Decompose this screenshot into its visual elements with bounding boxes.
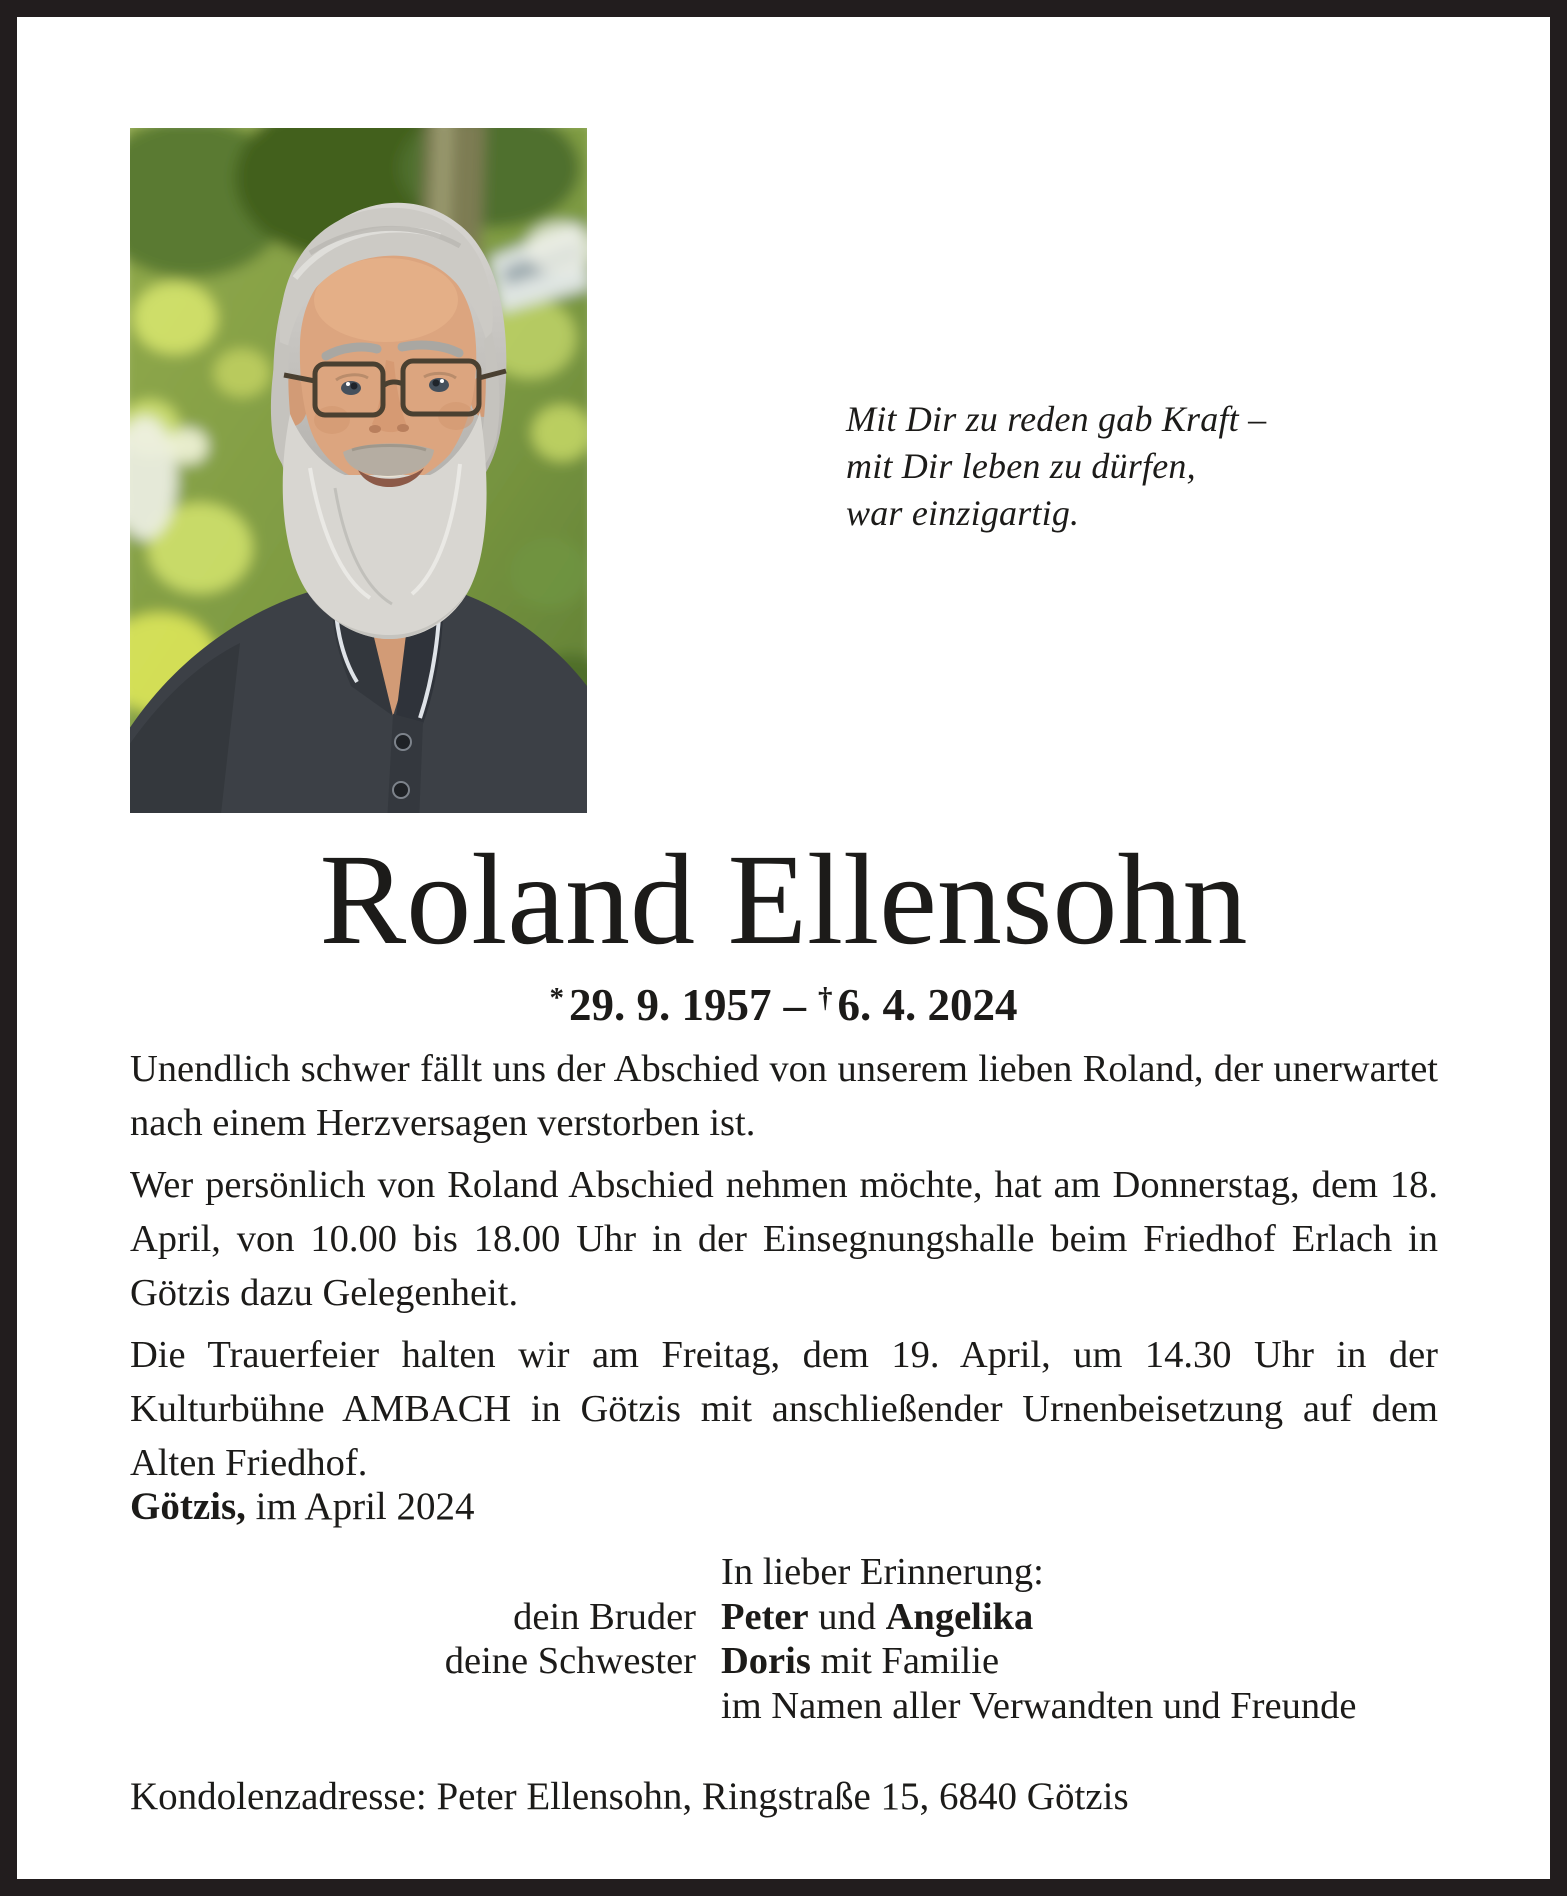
dates-separator: – [783, 980, 806, 1030]
portrait-illustration [130, 128, 587, 813]
memorial-spacer [130, 1684, 696, 1729]
dateline-place: Götzis, [130, 1485, 246, 1528]
death-cross-symbol: † [818, 982, 833, 1014]
paragraph-funeral: Die Trauerfeier halten wir am Freitag, dem 19. April, um 14.30 Uhr in der Kulturbühne AMBACH in Götzis mit anschließender Urnenbeisetzung auf dem Alten Friedhof. [130, 1334, 1438, 1484]
memorial-intro: In lieber Erinnerung: [721, 1551, 1044, 1593]
place-dateline [130, 1484, 475, 1531]
mourner-relation: dein Bruder [513, 1595, 696, 1638]
mourner-names [721, 1595, 1356, 1640]
mourner-middle: mit Familie [820, 1640, 1000, 1682]
mourner-names [721, 1639, 1356, 1684]
mourner-name: Peter [721, 1595, 809, 1638]
quote-line: war einzigartig. [846, 493, 1080, 533]
memorial-closing: im Namen aller Verwandten und Freunde [721, 1684, 1357, 1727]
mourner-middle: und [818, 1595, 876, 1638]
paragraph-viewing: Wer persönlich von Roland Abschied nehmen möchte, hat am Donnerstag, dem 18. April, von 10.00 bis 18.00 Uhr in der Einsegnungshalle beim Friedhof Erlach in Götzis dazu Gelegenheit. [130, 1164, 1438, 1314]
paragraph-farewell: Unendlich schwer fällt uns der Abschied von unserem lieben Roland, der unerwartet nach einem Herzversagen verstorben ist. [130, 1048, 1438, 1144]
birth-star-symbol: * [549, 982, 564, 1014]
condolence-address: Kondolenzadresse: Peter Ellensohn, Ringstraße 15, 6840 Götzis [130, 1775, 1129, 1818]
mourners-block [130, 1550, 1356, 1728]
portrait-photo [130, 128, 587, 813]
memorial-spacer [130, 1550, 696, 1595]
dateline-date: im April 2024 [255, 1485, 475, 1528]
death-date: 6. 4. 2024 [837, 980, 1018, 1030]
quote-line: mit Dir leben zu dürfen, [846, 446, 1196, 486]
life-dates [0, 978, 1567, 1032]
mourner-relation: deine Schwester [444, 1640, 696, 1682]
memorial-quote [846, 396, 1266, 537]
birth-date: 29. 9. 1957 [569, 980, 772, 1030]
quote-line: Mit Dir zu reden gab Kraft – [846, 399, 1267, 439]
mourner-name: Angelika [885, 1595, 1034, 1638]
obituary-text [130, 1042, 1438, 1498]
deceased-name: Roland Ellensohn [319, 828, 1248, 972]
mourner-name: Doris [721, 1640, 811, 1682]
